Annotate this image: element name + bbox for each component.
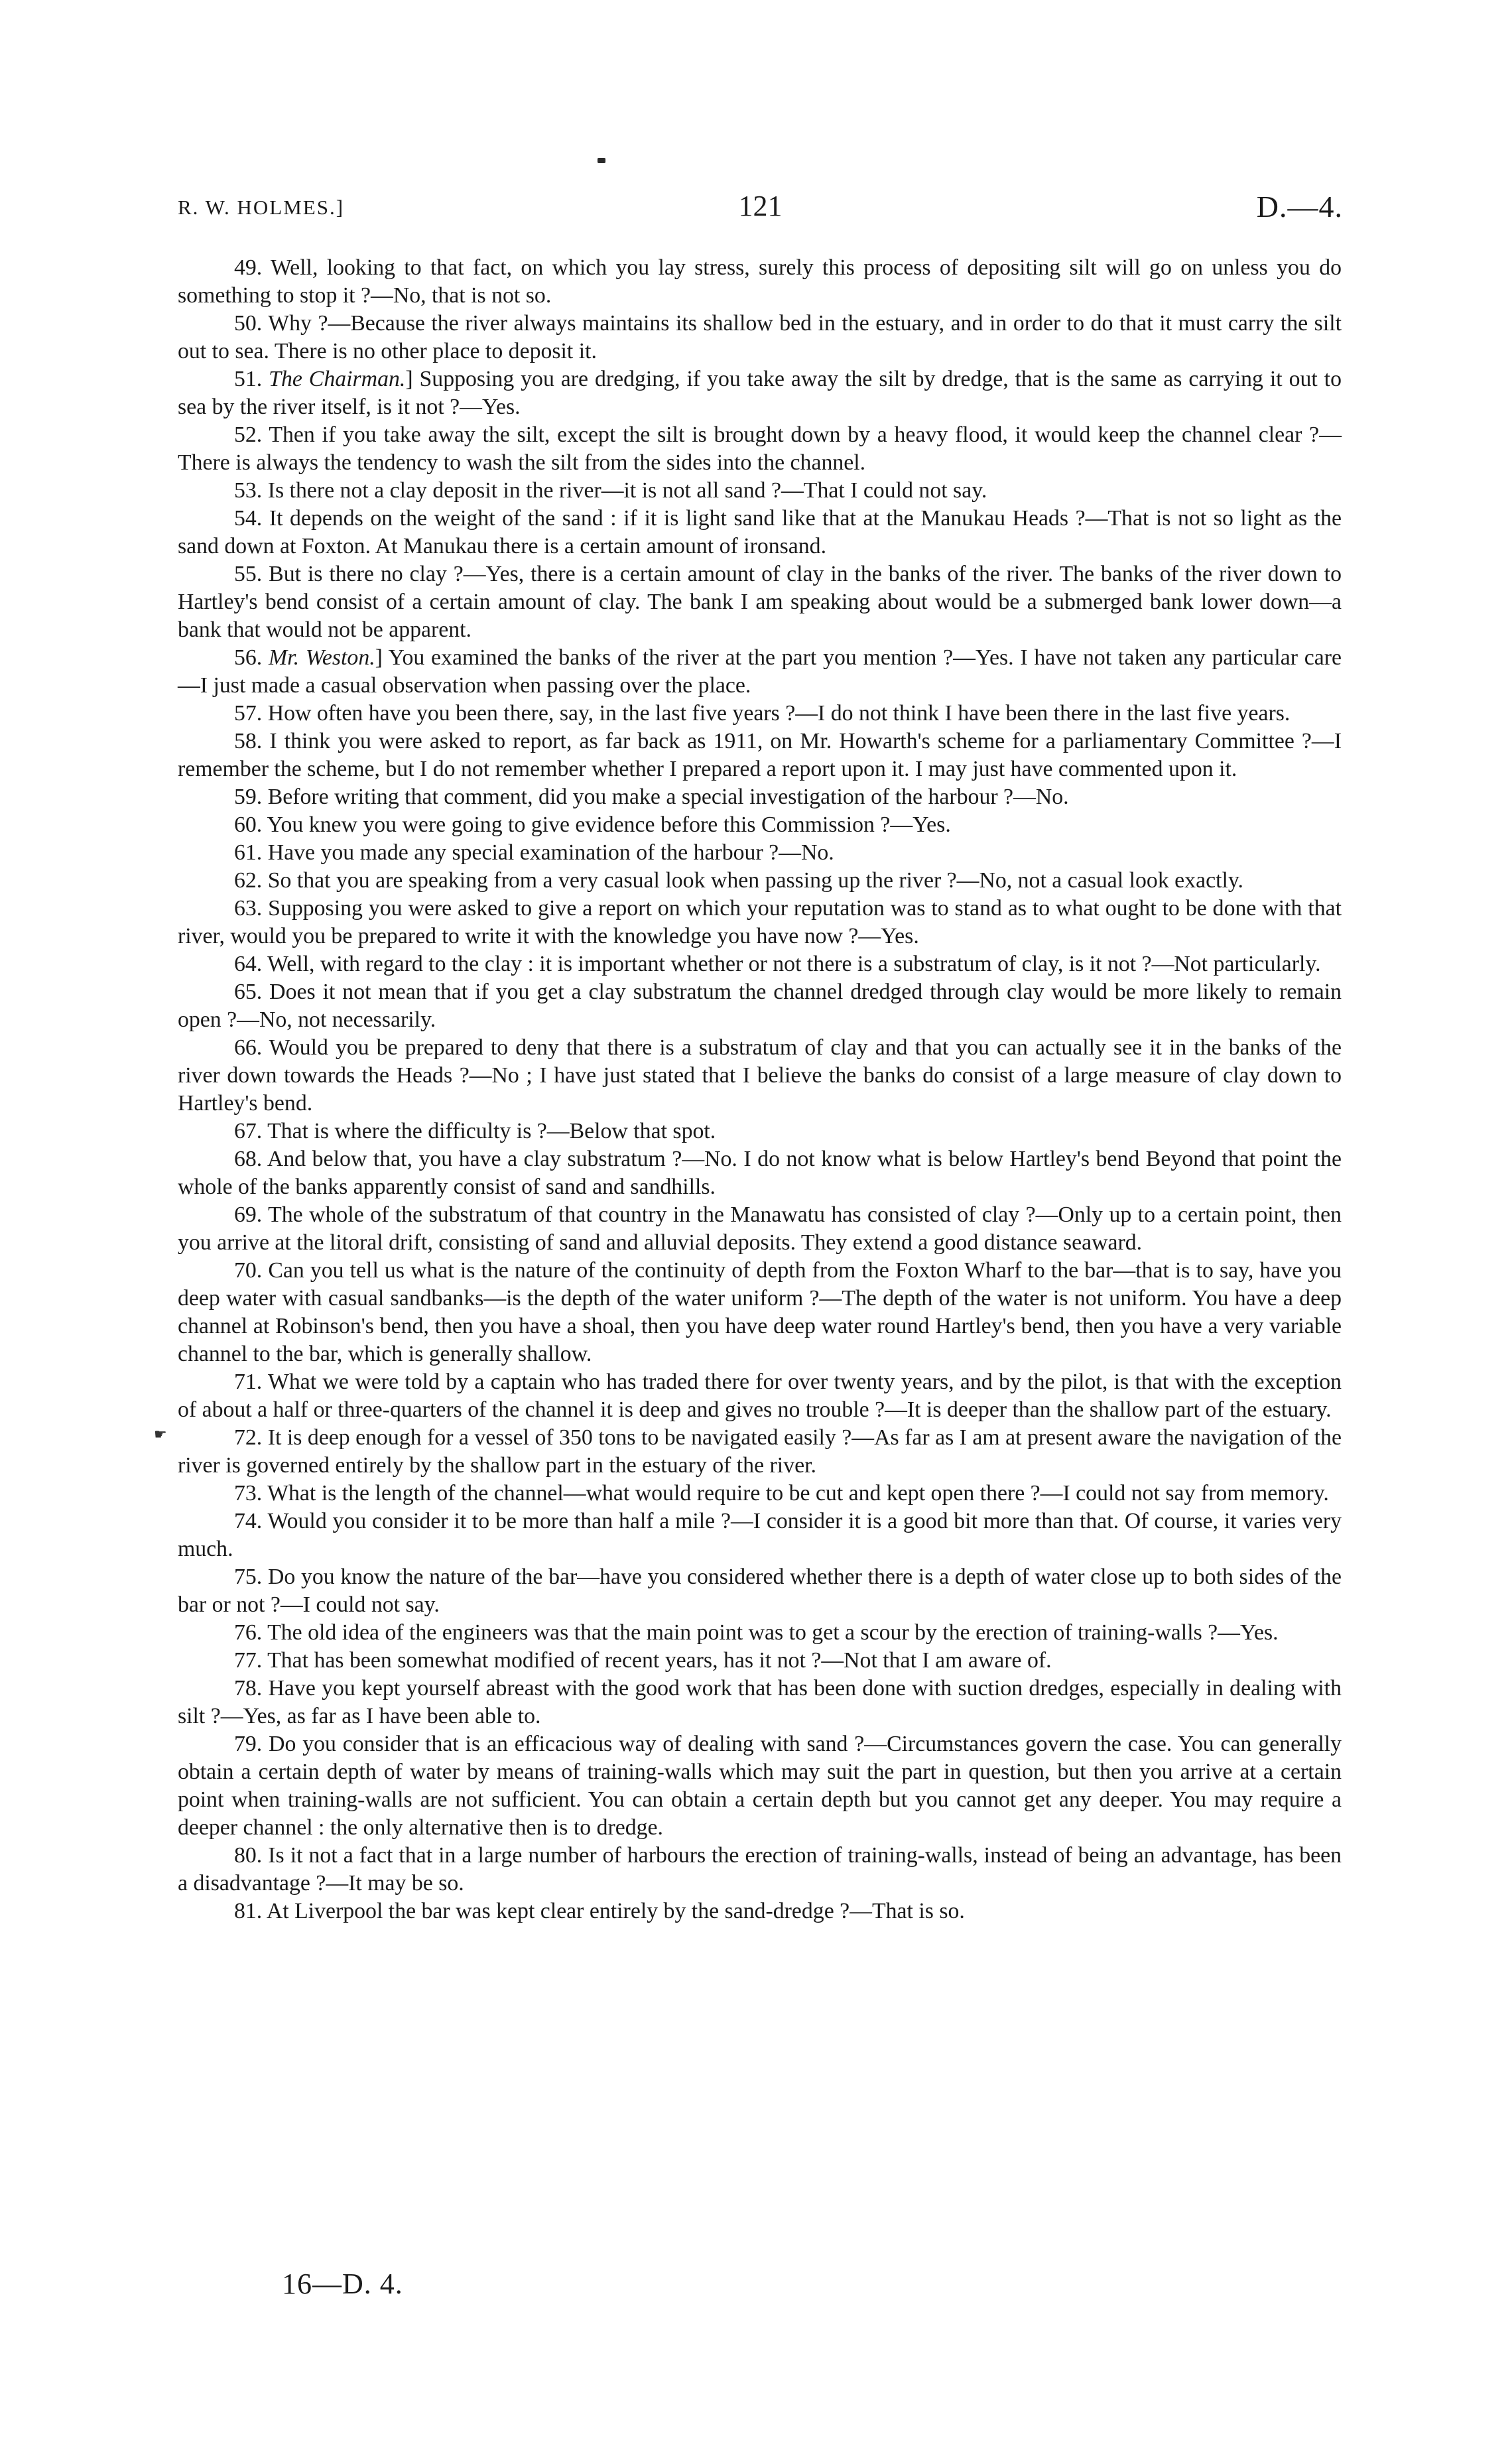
question-77: 77. That has been somewhat modified of recent years, has it not ?—Not that I am aware of. xyxy=(234,1648,1052,1673)
question-66: 66. Would you be prepared to deny that there is a substratum of clay and that you can actually see it in the banks of the river down towards the Heads ?—No ; I have just stated that I believe the banks do consist of a large measure of clay down to Hartley's bend. xyxy=(178,1035,1342,1116)
question-70: 70. Can you tell us what is the nature of the continuity of depth from the Foxton Wharf to the bar—that is to say, have you deep water with casual sandbanks—is the depth of the water uniform ?—The depth of the water is not uniform. You have a deep channel at Robinson's bend, then you have a shoal, then you have deep water round Hartley's bend, then you have a very variable channel to the bar, which is generally shallow. xyxy=(178,1258,1342,1366)
document-reference: D.—4. xyxy=(1256,190,1343,224)
page-header xyxy=(178,189,1343,229)
question-57: 57. How often have you been there, say, in the last five years ?—I do not think I have been there in the last five years. xyxy=(234,701,1291,726)
margin-pointer-icon: ☛ xyxy=(154,1426,167,1443)
page-number: 121 xyxy=(738,190,783,222)
question-62: 62. So that you are speaking from a very casual look when passing up the river ?—No, not a casual look exactly. xyxy=(234,868,1243,893)
question-76: 76. The old idea of the engineers was that the main point was to get a scour by the erection of training-walls ?—Yes. xyxy=(234,1620,1279,1645)
question-79: 79. Do you consider that is an efficacious way of dealing with sand ?—Circumstances govern the case. You can generally obtain a certain depth of water by means of training-walls which may suit the part in question, but then you arrive at a certain point when training-walls are not sufficient. You can obtain a certain depth but you cannot get any deeper. You may require a deeper channel : the only alternative then is to dredge. xyxy=(178,1732,1342,1840)
question-64: 64. Well, with regard to the clay : it is important whether or not there is a substratum of clay, is it not ?—Not particularly. xyxy=(234,952,1321,976)
question-69: 69. The whole of the substratum of that country in the Manawatu has consisted of clay ?—Only up to a certain point, then you arrive at the litoral drift, consisting of sand and alluvial deposits. They extend a good distance seaward. xyxy=(178,1202,1342,1255)
question-60: 60. You knew you were going to give evidence before this Commission ?—Yes. xyxy=(234,812,951,837)
question-53: 53. Is there not a clay deposit in the river—it is not all sand ?—That I could not say. xyxy=(234,478,987,503)
question-56: 56. Mr. Weston.] You examined the banks of the river at the part you mention ?—Yes. I have not taken any particular care—I just made a casual observation when passing over the place. xyxy=(178,645,1342,698)
question-65: 65. Does it not mean that if you get a clay substratum the channel dredged through clay would be more likely to remain open ?—No, not necessarily. xyxy=(178,980,1342,1032)
question-61: 61. Have you made any special examination of the harbour ?—No. xyxy=(234,840,834,865)
question-63: 63. Supposing you were asked to give a report on which your reputation was to stand as to what ought to be done with that river, would you be prepared to write it with the knowledge you have now ?—Yes. xyxy=(178,896,1342,948)
evidence-body xyxy=(178,254,1342,1925)
question-71: 71. What we were told by a captain who has traded there for over twenty years, and by the pilot, is that with the exception of about a half or three-quarters of the channel it is deep and gives no trouble ?—It is deeper than the shallow part of the estuary. xyxy=(178,1370,1342,1422)
question-55: 55. But is there no clay ?—Yes, there is a certain amount of clay in the banks of the river. The banks of the river down to Hartley's bend consist of a certain amount of clay. The bank I am speaking about would be a submerged bank lower down—a bank that would not be apparent. xyxy=(178,562,1342,642)
question-52: 52. Then if you take away the silt, except the silt is brought down by a heavy flood, it would keep the channel clear ?—There is always the tendency to wash the silt from the sides into the channel. xyxy=(178,422,1342,475)
printer-mark xyxy=(598,158,605,163)
witness-name: R. W. HOLMES.] xyxy=(178,196,345,219)
signature-mark: 16—D. 4. xyxy=(282,2268,403,2300)
question-59: 59. Before writing that comment, did you make a special investigation of the harbour ?—No. xyxy=(234,785,1069,809)
question-75: 75. Do you know the nature of the bar—have you considered whether there is a depth of water close up to both sides of the bar or not ?—I could not say. xyxy=(178,1565,1342,1617)
question-68: 68. And below that, you have a clay substratum ?—No. I do not know what is below Hartley's bend Beyond that point the whole of the banks apparently consist of sand and sandhills. xyxy=(178,1147,1342,1199)
question-73: 73. What is the length of the channel—what would require to be cut and kept open there ?—I could not say from memory. xyxy=(234,1481,1329,1506)
question-54: 54. It depends on the weight of the sand : if it is light sand like that at the Manukau Heads ?—That is not so light as the sand down at Foxton. At Manukau there is a certain amount of ironsand. xyxy=(178,506,1342,558)
question-80: 80. Is it not a fact that in a large number of harbours the erection of training-walls, instead of being an advantage, has been a disadvantage ?—It may be so. xyxy=(178,1843,1342,1896)
question-72: 72. It is deep enough for a vessel of 350 tons to be navigated easily ?—As far as I am at present aware the navigation of the river is governed entirely by the shallow part in the estuary of the river. xyxy=(178,1425,1342,1478)
question-67: 67. That is where the difficulty is ?—Below that spot. xyxy=(234,1119,716,1143)
question-74: 74. Would you consider it to be more than half a mile ?—I consider it is a good bit more than that. Of course, it varies very much. xyxy=(178,1509,1342,1561)
question-78: 78. Have you kept yourself abreast with the good work that has been done with suction dredges, especially in dealing with silt ?—Yes, as far as I have been able to. xyxy=(178,1676,1342,1728)
question-81: 81. At Liverpool the bar was kept clear entirely by the sand-dredge ?—That is so. xyxy=(234,1899,965,1923)
question-58: 58. I think you were asked to report, as far back as 1911, on Mr. Howarth's scheme for a parliamentary Committee ?—I remember the scheme, but I do not remember whether I prepared a report upon it. I may just have commented upon it. xyxy=(178,729,1342,781)
question-49: 49. Well, looking to that fact, on which you lay stress, surely this process of depositing silt will go on unless you do something to stop it ?—No, that is not so. xyxy=(178,255,1342,308)
question-50: 50. Why ?—Because the river always maintains its shallow bed in the estuary, and in order to do that it must carry the silt out to sea. There is no other place to deposit it. xyxy=(178,311,1342,363)
question-51: 51. The Chairman.] Supposing you are dredging, if you take away the silt by dredge, that is the same as carrying it out to sea by the river itself, is it not ?—Yes. xyxy=(178,367,1342,419)
